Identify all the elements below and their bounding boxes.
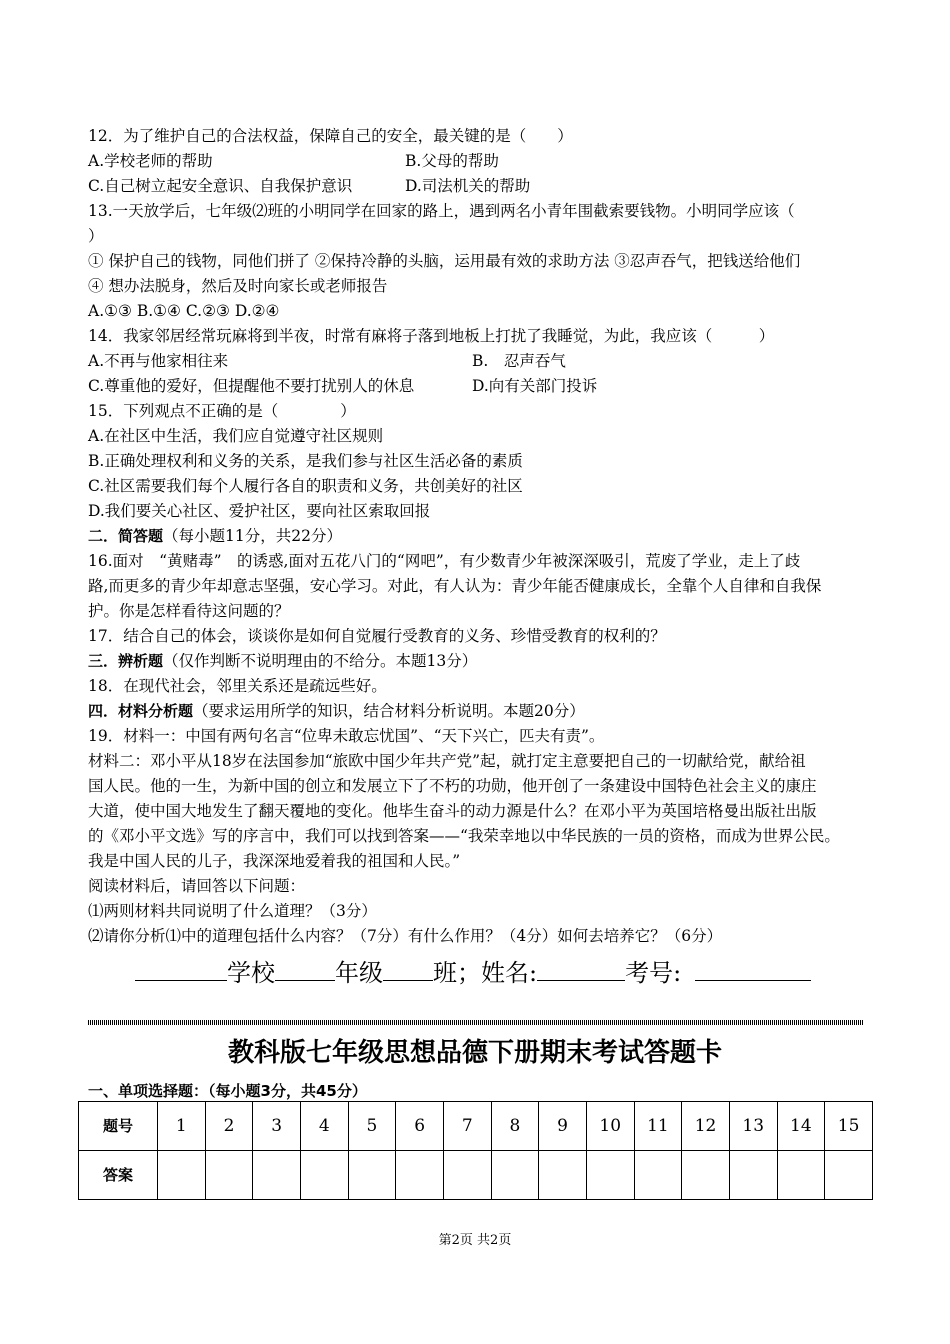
q14-stem: 14．我家邻居经常玩麻将到半夜，时常有麻将子落到地板上打扰了我睡觉，为此，我应该（ ） — [88, 327, 775, 345]
q15-stem: 15．下列观点不正确的是（ ） — [88, 402, 356, 420]
q14-option-c: C.尊重他的爱好，但提醒他不要打扰别人的休息 — [88, 377, 415, 395]
section-3-title: 三．辨析题 — [88, 652, 164, 670]
answer-cell[interactable] — [682, 1151, 730, 1200]
question-number-header: 题号 — [79, 1102, 158, 1151]
question-number-cell: 5 — [348, 1102, 396, 1151]
q19-material-2-line-3: 大道，使中国大地发生了翻天覆地的变化。他毕生奋斗的动力源是什么？在邓小平为英国培格曼出版社出版 — [88, 802, 817, 820]
question-number-cell: 3 — [253, 1102, 301, 1151]
answer-cell[interactable] — [396, 1151, 444, 1200]
q17-text: 17．结合自己的体会，谈谈你是如何自觉履行受教育的义务、珍惜受教育的权利的？ — [88, 627, 666, 645]
q13-choices: A.①③ B.①④ C.②③ D.②④ — [88, 302, 280, 320]
q13-stem-cont: ） — [88, 227, 104, 245]
page-footer: 第2页 共2页 — [438, 1233, 512, 1248]
q16-line-3: 护。你是怎样看待这问题的？ — [88, 602, 290, 620]
answer-cell[interactable] — [300, 1151, 348, 1200]
question-number-cell: 4 — [300, 1102, 348, 1151]
answer-card-section-1: 一、单项选择题：（每小题3分，共45分） — [88, 1082, 367, 1100]
q15-option-d: D.我们要关心社区、爱护社区，要向社区索取回报 — [88, 502, 431, 520]
q12-option-c: C.自己树立起安全意识、自我保护意识 — [88, 177, 353, 195]
question-number-cell: 6 — [396, 1102, 444, 1151]
student-info-line — [135, 958, 811, 988]
answer-cell[interactable] — [586, 1151, 634, 1200]
section-4-heading — [88, 701, 585, 721]
section-2-heading — [88, 526, 342, 546]
q14-option-a: A.不再与他家相往来 — [88, 352, 229, 370]
section-3-heading — [88, 651, 477, 671]
question-number-row — [79, 1102, 873, 1151]
answer-header: 答案 — [79, 1151, 158, 1200]
name-blank[interactable] — [537, 958, 625, 981]
q15-option-b: B.正确处理权利和义务的关系，是我们参与社区生活必备的素质 — [88, 452, 523, 470]
q19-sub-question-2: ⑵请你分析⑴中的道理包括什么内容？（7分）有什么作用？（4分）如何去培养它？（6分） — [88, 927, 723, 945]
question-number-cell: 1 — [158, 1102, 206, 1151]
question-number-cell: 10 — [586, 1102, 634, 1151]
question-number-cell: 11 — [634, 1102, 682, 1151]
answer-cell[interactable] — [443, 1151, 491, 1200]
answer-card-title: 教科版七年级思想品德下册期末考试答题卡 — [227, 1038, 722, 1068]
q12-option-a: A.学校老师的帮助 — [88, 152, 213, 170]
answer-cell[interactable] — [158, 1151, 206, 1200]
q12-option-d: D.司法机关的帮助 — [405, 177, 531, 195]
question-number-cell: 15 — [825, 1102, 873, 1151]
answer-cell[interactable] — [539, 1151, 587, 1200]
question-number-cell: 8 — [491, 1102, 539, 1151]
question-number-cell: 12 — [682, 1102, 730, 1151]
section-4-note: （要求运用所学的知识，结合材料分析说明。本题20分） — [193, 702, 585, 720]
q19-material-2-line-1: 材料二：邓小平从18岁在法国参加“旅欧中国少年共产党”起，就打定主意要把自己的一切献给党，献给祖 — [88, 752, 806, 770]
question-number-cell: 14 — [777, 1102, 825, 1151]
answer-cell[interactable] — [205, 1151, 253, 1200]
question-number-cell: 9 — [539, 1102, 587, 1151]
q16-line-2: 路,而更多的青少年却意志坚强，安心学习。对此，有人认为：青少年能否健康成长，全靠个人自律和自我保 — [88, 577, 822, 595]
answer-table — [78, 1101, 873, 1200]
q14-option-d: D.向有关部门投诉 — [472, 377, 598, 395]
section-4-title: 四．材料分析题 — [88, 702, 194, 720]
section-3-note: （仅作判断不说明理由的不给分。本题13分） — [163, 652, 478, 670]
q15-option-c: C.社区需要我们每个人履行各自的职责和义务，共创美好的社区 — [88, 477, 523, 495]
q12-option-b: B.父母的帮助 — [405, 152, 499, 170]
q19-material-2-line-4: 的《邓小平文选》写的序言中，我们可以找到答案——“我荣幸地以中华民族的一员的资格，而成为世界公民。 — [88, 827, 840, 845]
question-number-cell: 13 — [729, 1102, 777, 1151]
q13-statements: ① 保护自己的钱物，同他们拼了 ②保持冷静的头脑，运用最有效的求助方法 ③忍声吞气，把钱送给他们 — [88, 252, 801, 270]
q13-statement-4: ④ 想办法脱身，然后及时向家长或老师报告 — [88, 277, 388, 295]
class-blank[interactable] — [383, 958, 433, 981]
q12-stem: 12．为了维护自己的合法权益，保障自己的安全，最关键的是（ ） — [88, 127, 573, 145]
q18-text: 18．在现代社会，邻里关系还是疏远些好。 — [88, 677, 387, 695]
q19-material-2-line-5: 我是中国人民的儿子，我深深地爱着我的祖国和人民。” — [88, 852, 461, 870]
answer-cell[interactable] — [491, 1151, 539, 1200]
q19-sub-question-1: ⑴两则材料共同说明了什么道理？（3分） — [88, 902, 377, 920]
answer-cell[interactable] — [348, 1151, 396, 1200]
answer-cell[interactable] — [253, 1151, 301, 1200]
answer-cell[interactable] — [825, 1151, 873, 1200]
grade-blank[interactable] — [275, 958, 335, 981]
answer-cell[interactable] — [634, 1151, 682, 1200]
q16-line-1: 16.面对 “黄赌毒” 的诱惑,面对五花八门的“网吧”，有少数青少年被深深吸引，荒废了学业，走上了歧 — [88, 552, 801, 570]
class-name-label: 班；姓名: — [433, 959, 538, 987]
grade-label: 年级 — [335, 959, 383, 987]
q15-option-a: A.在社区中生活，我们应自觉遵守社区规则 — [88, 427, 384, 445]
answer-row — [79, 1151, 873, 1200]
school-blank[interactable] — [135, 958, 227, 981]
q14-option-b: B. 忍声吞气 — [472, 352, 566, 370]
section-2-note: （每小题11分，共22分） — [163, 527, 342, 545]
q13-stem: 13.一天放学后，七年级⑵班的小明同学在回家的路上，遇到两名小青年围截索要钱物。小明同学应该（ — [88, 202, 795, 220]
school-label: 学校 — [227, 959, 275, 987]
question-number-cell: 2 — [205, 1102, 253, 1151]
cut-line-separator — [88, 1020, 864, 1025]
q19-material-1: 19．材料一：中国有两句名言“位卑未敢忘忧国”、“天下兴亡，匹夫有责”。 — [88, 727, 605, 745]
answer-cell[interactable] — [777, 1151, 825, 1200]
q19-prompt: 阅读材料后，请回答以下问题： — [88, 877, 306, 895]
exam-number-blank[interactable] — [695, 958, 811, 981]
section-2-title: 二．简答题 — [88, 527, 164, 545]
q19-material-2-line-2: 国人民。他的一生，为新中国的创立和发展立下了不朽的功勋，他开创了一条建设中国特色社会主义的康庄 — [88, 777, 817, 795]
question-number-cell: 7 — [443, 1102, 491, 1151]
answer-cell[interactable] — [729, 1151, 777, 1200]
exam-number-label: 考号: — [625, 959, 682, 987]
